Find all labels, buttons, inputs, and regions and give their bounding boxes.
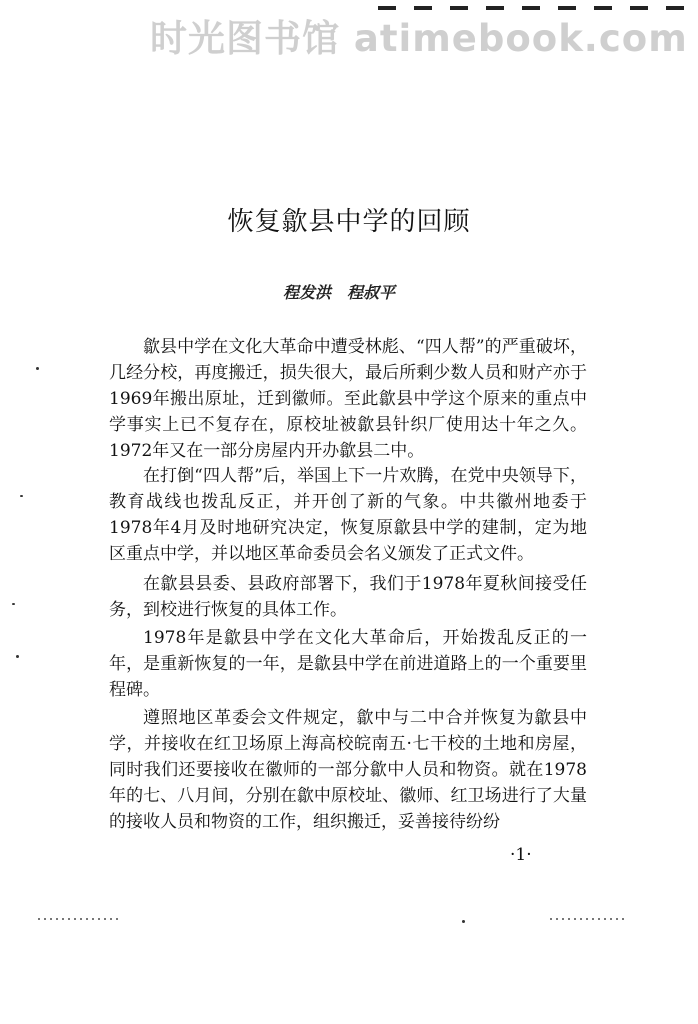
paragraph-2: 在打倒“四人帮”后，举国上下一片欢腾，在党中央领导下，教育战线也拨乱反正，并开创了新的气象。中共徽州地委于1978年4月及时地研究决定，恢复原歙县中学的建制，定为地区重点中学，并以地区革命委员会名义颁发了正式文件。: [109, 466, 587, 564]
scan-speck: [12, 603, 15, 605]
article-authors: 程发洪 程叔平: [283, 283, 396, 302]
scan-noise-line: [550, 918, 628, 920]
watermark: 时光图书馆 atimebook.com: [150, 17, 688, 60]
scan-speck: [36, 367, 39, 370]
page-number: ·1·: [510, 845, 532, 865]
scan-speck: [16, 655, 19, 658]
scan-speck: [20, 495, 23, 497]
scan-speck: [462, 920, 465, 923]
scan-noise-line: [38, 918, 118, 920]
paragraph-1: 歙县中学在文化大革命中遭受林彪、“四人帮”的严重破坏，几经分校，再度搬迁，损失很大，最后所剩少数人员和财产亦于1969年搬出原址，迁到徽师。至此歙县中学这个原来的重点中学事实上已不复存在，原校址被歙县针织厂使用达十年之久。1972年又在一部分房屋内开办歙县二中。: [109, 337, 587, 461]
paragraph-5: 遵照地区革委会文件规定，歙中与二中合并恢复为歙县中学，并接收在红卫场原上海高校皖南五·七干校的土地和房屋，同时我们还要接收在徽师的一部分歙中人员和物资。就在1978年的七、八月间，分别在歙中原校址、徽师、红卫场进行了大量的接收人员和物资的工作，组织搬迁，妥善接待纷纷: [109, 708, 587, 832]
paragraph-3: 在歙县县委、县政府部署下，我们于1978年夏秋间接受任务，到校进行恢复的具体工作。: [109, 574, 587, 620]
article-title: 恢复歙县中学的回顾: [227, 207, 471, 237]
paragraph-4: 1978年是歙县中学在文化大革命后，开始拨乱反正的一年，是重新恢复的一年，是歙县中学在前进道路上的一个重要里程碑。: [109, 628, 587, 700]
